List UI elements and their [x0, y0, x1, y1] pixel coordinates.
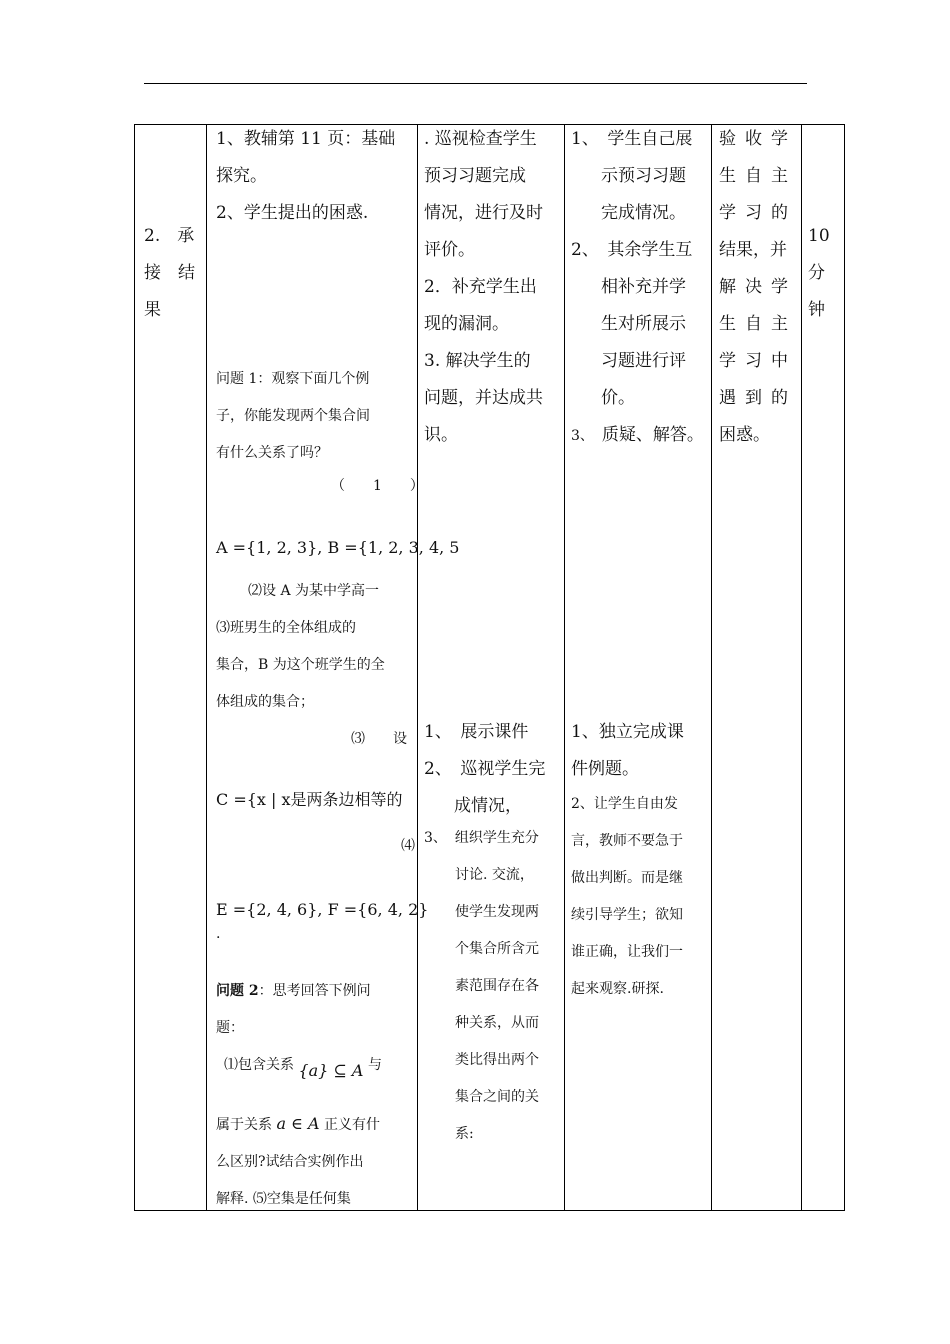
student-activity-3 — [571, 786, 711, 1008]
teacher-line: 现的漏洞。 — [424, 314, 509, 334]
student-line: 2、让学生自由发 — [571, 796, 678, 812]
teacher-line: 成情况， — [454, 796, 522, 816]
time-block — [808, 218, 844, 329]
student-line: 谁正确，让我们一 — [571, 944, 683, 960]
teacher-line: 集合之间的关 — [455, 1089, 539, 1105]
teacher-line: 2．补充学生出 — [424, 277, 537, 297]
question-2b-formula: a ∈ A — [276, 1114, 320, 1133]
question-2a-prefix: ⑴包含关系 — [224, 1057, 294, 1073]
purpose-line: 生自主 — [719, 166, 797, 186]
section-label-line: 2. 承 — [144, 226, 195, 246]
teacher-line: 问题，并达成共 — [424, 388, 543, 408]
teacher-activity-1 — [424, 121, 564, 454]
question-2b-line: 么区别?试结合实例作出 — [216, 1154, 364, 1170]
student-line: 示预习习题 — [601, 166, 686, 186]
teacher-text: 组织学生充分 — [454, 830, 539, 846]
teacher-line: 类比得出两个 — [455, 1052, 539, 1068]
purpose-block — [719, 121, 803, 454]
intro-line: 2、学生提出的困惑. — [216, 203, 369, 223]
section-label — [144, 218, 202, 329]
example-2-line: 集合，B 为这个班学生的全 — [216, 657, 385, 673]
purpose-line: 结果，并 — [719, 240, 787, 260]
column-divider — [711, 125, 712, 1210]
purpose-line: 验收学 — [719, 129, 797, 149]
teacher-line: 3. 解决学生的 — [424, 351, 531, 371]
teacher-activity-2 — [424, 714, 564, 825]
example-2 — [216, 573, 416, 721]
example-1-formula: A ={1, 2, 3}, B ={1, 2, 3, 4, 5 — [216, 538, 460, 557]
question-1-line: 有什么关系了吗？ — [216, 445, 328, 461]
intro-line: 探究。 — [216, 166, 267, 186]
question-2b-prefix: 属于关系 — [216, 1117, 272, 1133]
student-line: 起来观察.研探. — [571, 981, 664, 997]
question-2a-formula: {a} ⊆ A — [298, 1061, 364, 1080]
example-3-formula: C ={x | x是两条边相等的 — [216, 790, 403, 809]
header-rule — [144, 83, 807, 84]
question-2a-suffix: 与 — [367, 1057, 382, 1073]
intro-block — [216, 121, 416, 232]
example-4-dot: . — [216, 926, 221, 942]
student-line: 1、 学生自己展 — [571, 129, 693, 149]
question-2 — [216, 973, 416, 1047]
column-divider — [564, 125, 565, 1210]
question-2b-line — [216, 1105, 416, 1144]
teacher-activity-3 — [424, 820, 564, 1153]
student-line — [571, 417, 711, 455]
teacher-line: 讨论. 交流， — [455, 867, 534, 883]
purpose-line: 学习的 — [719, 203, 797, 223]
time-line: 钟 — [808, 300, 825, 320]
purpose-line: 学习中 — [719, 351, 797, 371]
question-2b-suffix: 正义有什 — [324, 1117, 381, 1133]
intro-line: 1、教辅第 11 页：基础 — [216, 129, 396, 149]
student-line: 习题进行评 — [601, 351, 686, 371]
teacher-line: 系: — [455, 1126, 474, 1142]
student-line: 完成情况。 — [601, 203, 686, 223]
column-divider — [417, 125, 418, 1210]
question-2-text: ：思考回答下例问 — [258, 983, 371, 999]
student-line: 相补充并学 — [601, 277, 686, 297]
time-line: 10 — [808, 226, 830, 246]
teacher-line — [424, 820, 564, 857]
example-4-formula: E ={2, 4, 6}, F ={6, 4, 2} — [216, 900, 429, 919]
student-line: 做出判断。而是继 — [571, 870, 683, 886]
section-label-line: 果 — [144, 300, 161, 320]
question-2-title: 问题 2 — [216, 983, 259, 999]
purpose-line: 生自主 — [719, 314, 797, 334]
student-text: 质疑、解答。 — [601, 425, 704, 445]
lesson-plan-table — [134, 124, 845, 1211]
student-line: 生对所展示 — [601, 314, 686, 334]
purpose-line: 困惑。 — [719, 425, 770, 445]
teacher-line: 2、 巡视学生完 — [424, 759, 546, 779]
teacher-line: 1、 展示课件 — [424, 722, 529, 742]
teacher-line: 素范围存在各 — [455, 978, 539, 994]
student-line: 2、 其余学生互 — [571, 240, 693, 260]
student-line: 1、独立完成课 — [571, 722, 684, 742]
question-1-line: 问题 1：观察下面几个例 — [216, 371, 370, 387]
teacher-line: 使学生发现两 — [455, 904, 539, 920]
section-label-line: 接 结 — [144, 263, 195, 283]
student-line: 言，教师不要急于 — [571, 833, 683, 849]
example-4-number: ⑷ — [401, 838, 415, 854]
question-2-line — [216, 973, 416, 1010]
student-line: 件例题。 — [571, 759, 639, 779]
question-1 — [216, 361, 416, 472]
teacher-line: . 巡视检查学生 — [424, 129, 537, 149]
purpose-line: 解决学 — [719, 277, 797, 297]
question-2b — [216, 1105, 416, 1218]
column-divider — [206, 125, 207, 1210]
teacher-line: 识。 — [424, 425, 458, 445]
student-number: 3、 — [571, 428, 594, 444]
time-line: 分 — [808, 263, 825, 283]
example-2-line: ⑶班男生的全体组成的 — [216, 620, 356, 636]
example-3-number: ⑶ 设 — [351, 731, 407, 747]
purpose-line: 遇到的 — [719, 388, 797, 408]
teacher-line: 个集合所含元 — [455, 941, 539, 957]
student-line: 价。 — [601, 388, 635, 408]
teacher-line: 评价。 — [424, 240, 475, 260]
example-2-line: ⑵设 A 为某中学高一 — [248, 583, 380, 599]
question-2a — [216, 1045, 416, 1084]
student-activity-1 — [571, 121, 711, 455]
teacher-line: 情况，进行及时 — [424, 203, 543, 223]
teacher-line: 预习习题完成 — [424, 166, 526, 186]
teacher-line: 种关系，从而 — [455, 1015, 539, 1031]
question-2-line: 题： — [216, 1020, 244, 1036]
example-2-line: 体组成的集合； — [216, 694, 314, 710]
example-1-number: （ 1 ） — [331, 478, 424, 494]
question-2b-line: 解释. ⑸空集是任何集 — [216, 1191, 351, 1207]
student-line: 续引导学生；欲知 — [571, 907, 683, 923]
teacher-number: 3、 — [424, 830, 447, 846]
question-1-line: 子，你能发现两个集合间 — [216, 408, 370, 424]
student-activity-2 — [571, 714, 711, 788]
